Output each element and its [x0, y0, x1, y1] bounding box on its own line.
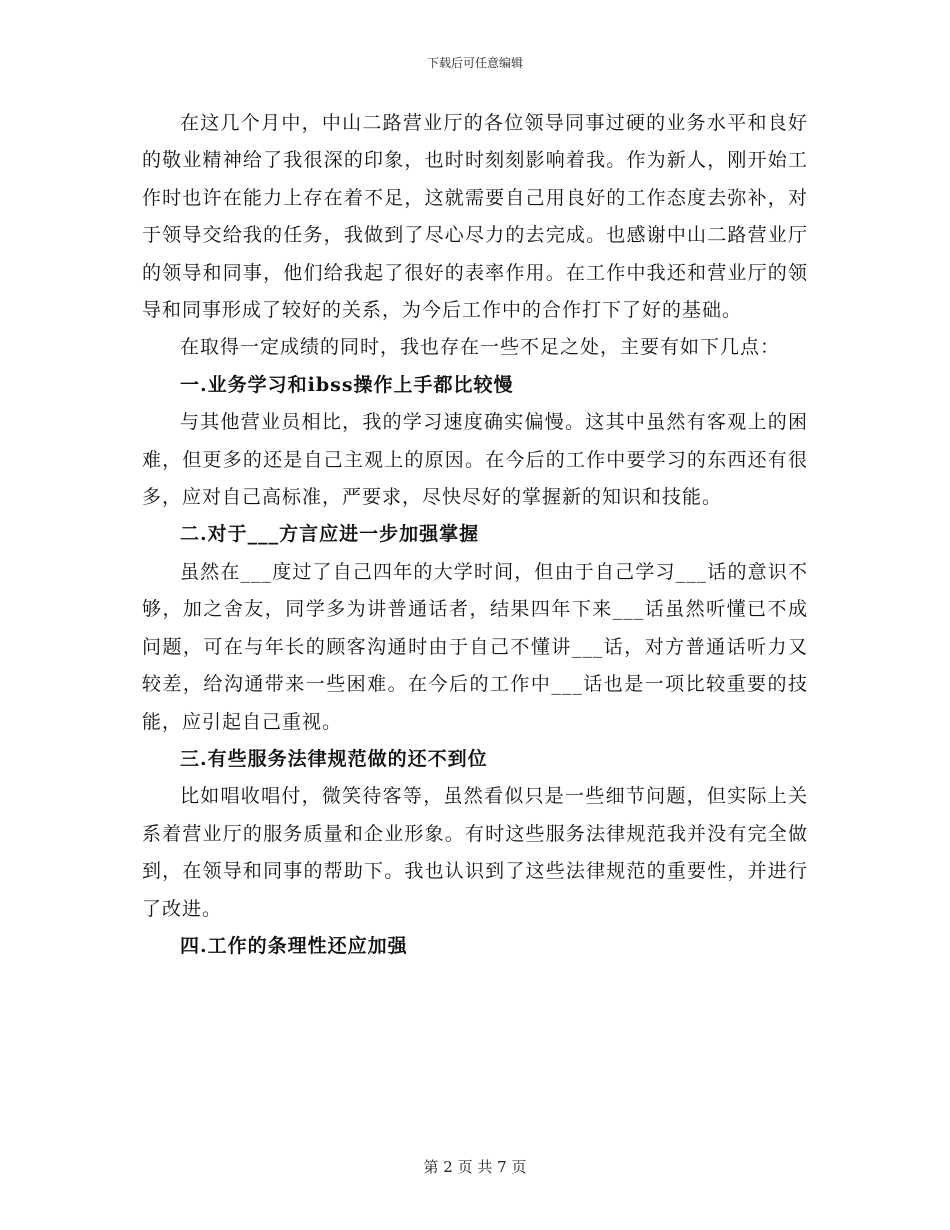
- page-header: 下载后可任意编辑: [426, 56, 523, 70]
- heading-section-3: 三.有些服务法律规范做的还不到位: [180, 747, 488, 770]
- paragraph-shortcomings-intro: 在取得一定成绩的同时，我也存在一些不足之处，主要有如下几点：: [180, 336, 781, 359]
- paragraph-section-1: 与其他营业员相比，我的学习速度确实偏慢。这其中虽然有客观上的困难，但更多的还是自己主观上的原因。在今后的工作中要学习的东西还有很多，应对自己高标准，严要求，尽快尽好的掌握新的知识和技能。: [142, 411, 808, 509]
- document-body: [142, 105, 808, 965]
- paragraph-section-3: 比如唱收唱付，微笑待客等，虽然看似只是一些细节问题，但实际上关系着营业厅的服务质量和企业形象。有时这些服务法律规范我并没有完全做到，在领导和同事的帮助下。我也认识到了这些法律规范的重要性，并进行了改进。: [142, 785, 808, 920]
- page-number: 第 2 页 共 7 页: [423, 1158, 527, 1176]
- paragraph-section-2: 虽然在___度过了自己四年的大学时间，但由于自己学习___话的意识不够，加之舍友，同学多为讲普通话者，结果四年下来___话虽然听懂已不成问题，可在与年长的顾客沟通时由于自己不懂讲___话，对方普通话听力又较差，给沟通带来一些困难。在今后的工作中___话也是一项比较重要的技能，应引起自己重视。: [142, 560, 808, 733]
- heading-section-2: 二.对于___方言应进一步加强掌握: [180, 523, 480, 546]
- heading-section-4: 四.工作的条理性还应加强: [180, 934, 408, 957]
- heading-section-1: 一.业务学习和ibss操作上手都比较慢: [180, 373, 514, 396]
- paragraph-work-impression: 在这几个月中，中山二路营业厅的各位领导同事过硬的业务水平和良好的敬业精神给了我很深的印象，也时时刻刻影响着我。作为新人，刚开始工作时也许在能力上存在着不足，这就需要自己用良好的工作态度去弥补，对于领导交给我的任务，我做到了尽心尽力的去完成。也感谢中山二路营业厅的领导和同事，他们给我起了很好的表率作用。在工作中我还和营业厅的领导和同事形成了较好的关系，为今后工作中的合作打下了好的基础。: [142, 112, 808, 322]
